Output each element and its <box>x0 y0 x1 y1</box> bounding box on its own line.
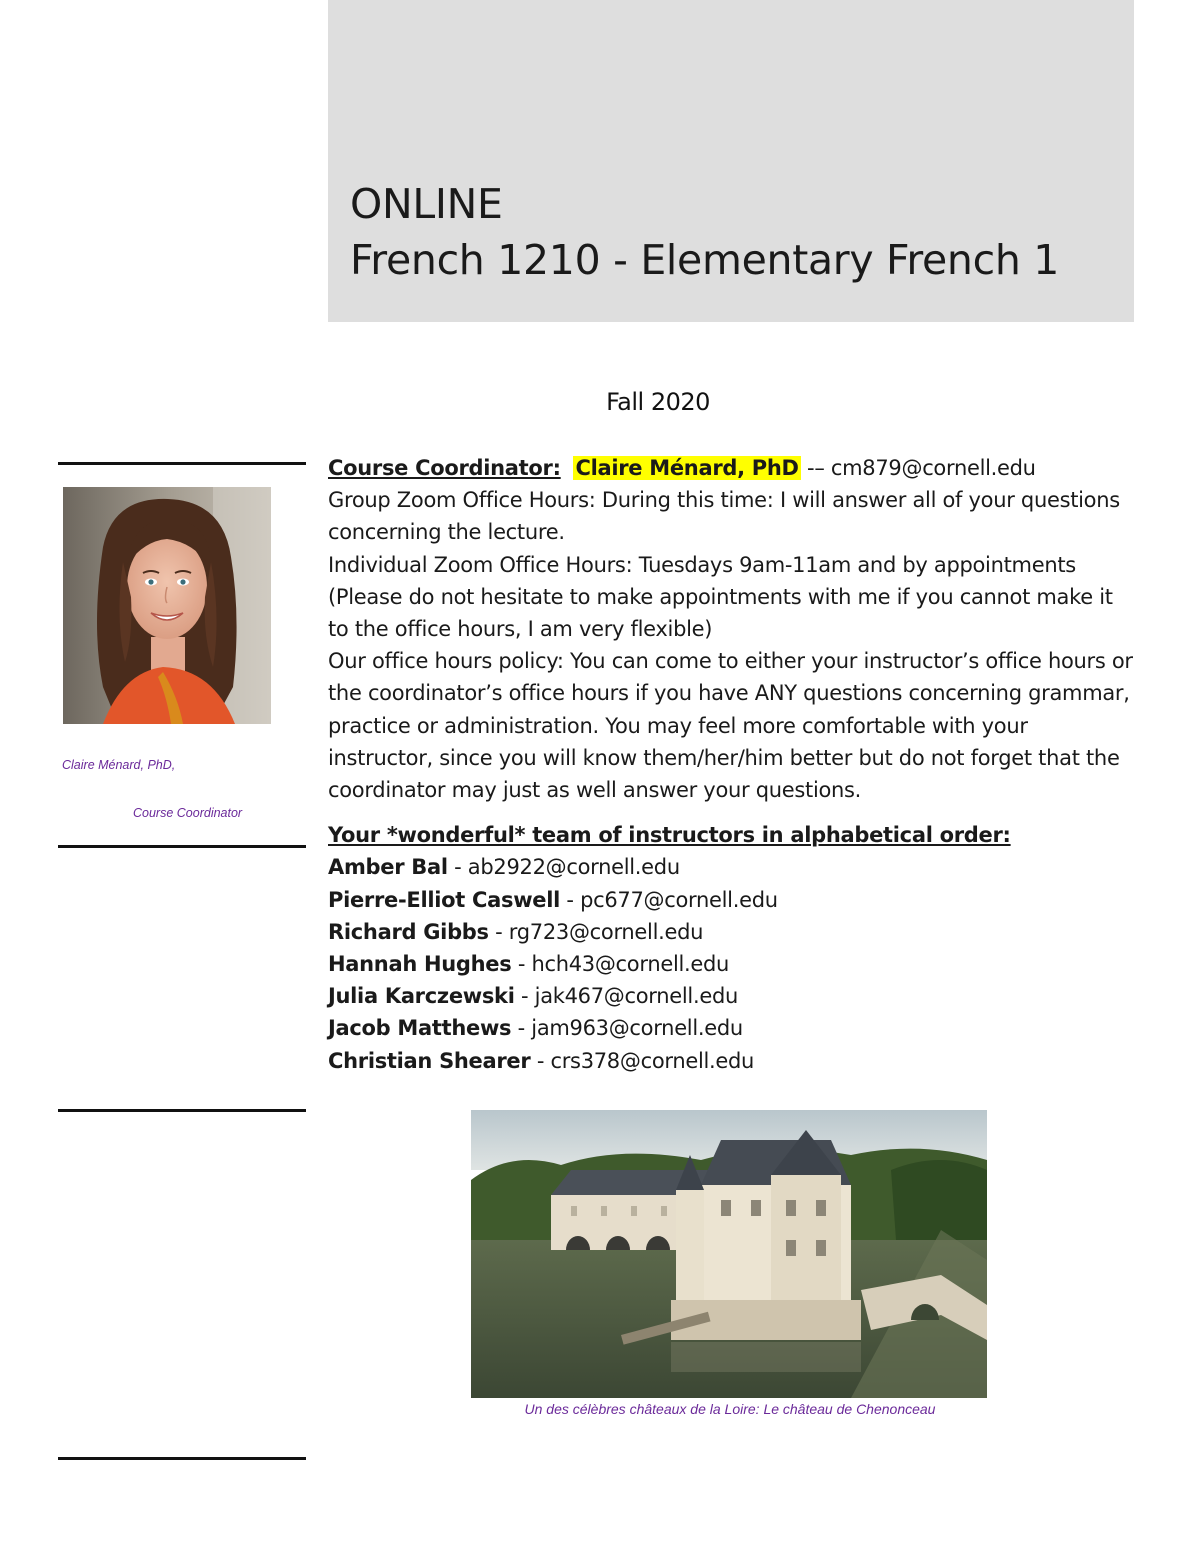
instructor-name: Julia Karczewski <box>328 984 515 1009</box>
team-heading: Your *wonderful* team of instructors in alphabetical order: <box>328 823 1011 848</box>
instructor-email[interactable]: jam963@cornell.edu <box>531 1016 743 1041</box>
group-office-hours: Group Zoom Office Hours: During this time: I will answer all of your questions concerning the lecture. <box>328 488 1120 545</box>
instructor-item: Christian Shearer - crs378@cornell.edu <box>328 1048 755 1073</box>
coordinator-label: Course Coordinator: <box>328 456 561 480</box>
instructor-item: Jacob Matthews - jam963@cornell.edu <box>328 1016 743 1041</box>
instructor-name: Christian Shearer <box>328 1048 531 1073</box>
instructor-item: Pierre-Elliot Caswell - pc677@cornell.edu <box>328 887 778 912</box>
instructor-email[interactable]: jak467@cornell.edu <box>534 984 738 1009</box>
instructor-email[interactable]: pc677@cornell.edu <box>580 887 778 912</box>
instructor-email[interactable]: ab2922@cornell.edu <box>467 855 680 880</box>
coordinator-separator: -– <box>800 456 831 480</box>
office-hours-policy: Our office hours policy: You can come to either your instructor’s office hours or the coordinator’s office hours if you have ANY questions concerning grammar, practice or administration. You may feel more comfortable with your instructor, since you will know them/her/him better but do not forget that the coordinator may just as well answer your questions. <box>328 649 1133 803</box>
coordinator-photo <box>63 487 271 724</box>
instructor-name: Hannah Hughes <box>328 952 512 977</box>
chateau-image <box>471 1110 987 1398</box>
instructor-name: Pierre-Elliot Caswell <box>328 887 561 912</box>
instructor-email[interactable]: rg723@cornell.edu <box>508 919 704 944</box>
instructor-name: Amber Bal <box>328 855 448 880</box>
instructor-item: Julia Karczewski - jak467@cornell.edu <box>328 984 738 1009</box>
term-label: Fall 2020 <box>606 388 710 416</box>
title-line-course: French 1210 - Elementary French 1 <box>350 236 1060 284</box>
instructor-item: Amber Bal - ab2922@cornell.edu <box>328 855 680 880</box>
instructor-name: Richard Gibbs <box>328 919 489 944</box>
coordinator-line <box>328 452 1138 484</box>
instructor-email[interactable]: hch43@cornell.edu <box>531 952 730 977</box>
sidebar-rule-2 <box>58 845 306 848</box>
instructor-email[interactable]: crs378@cornell.edu <box>550 1048 755 1073</box>
document-title <box>350 176 1059 288</box>
sidebar-rule-1 <box>58 462 306 465</box>
photo-caption-name: Claire Ménard, PhD, <box>62 758 176 772</box>
coordinator-name: Claire Ménard, PhD <box>575 456 799 480</box>
chateau-caption: Un des célèbres châteaux de la Loire: Le château de Chenonceau <box>524 1401 936 1417</box>
instructor-name: Jacob Matthews <box>328 1016 512 1041</box>
sidebar-rule-3 <box>58 1109 306 1112</box>
instructor-list <box>328 851 1138 1076</box>
instructor-item: Hannah Hughes - hch43@cornell.edu <box>328 952 730 977</box>
header-banner <box>328 0 1134 322</box>
individual-office-hours: Individual Zoom Office Hours: Tuesdays 9am-11am and by appointments (Please do not hesitate to make appointments with me if you cannot make it to the office hours, I am very flexible) <box>328 552 1113 642</box>
coordinator-email[interactable]: cm879@cornell.edu <box>830 456 1036 480</box>
main-content <box>328 452 1138 1077</box>
photo-caption-role: Course Coordinator <box>133 806 243 820</box>
sidebar-rule-4 <box>58 1457 306 1460</box>
instructor-item: Richard Gibbs - rg723@cornell.edu <box>328 919 704 944</box>
title-line-online: ONLINE <box>350 180 503 228</box>
